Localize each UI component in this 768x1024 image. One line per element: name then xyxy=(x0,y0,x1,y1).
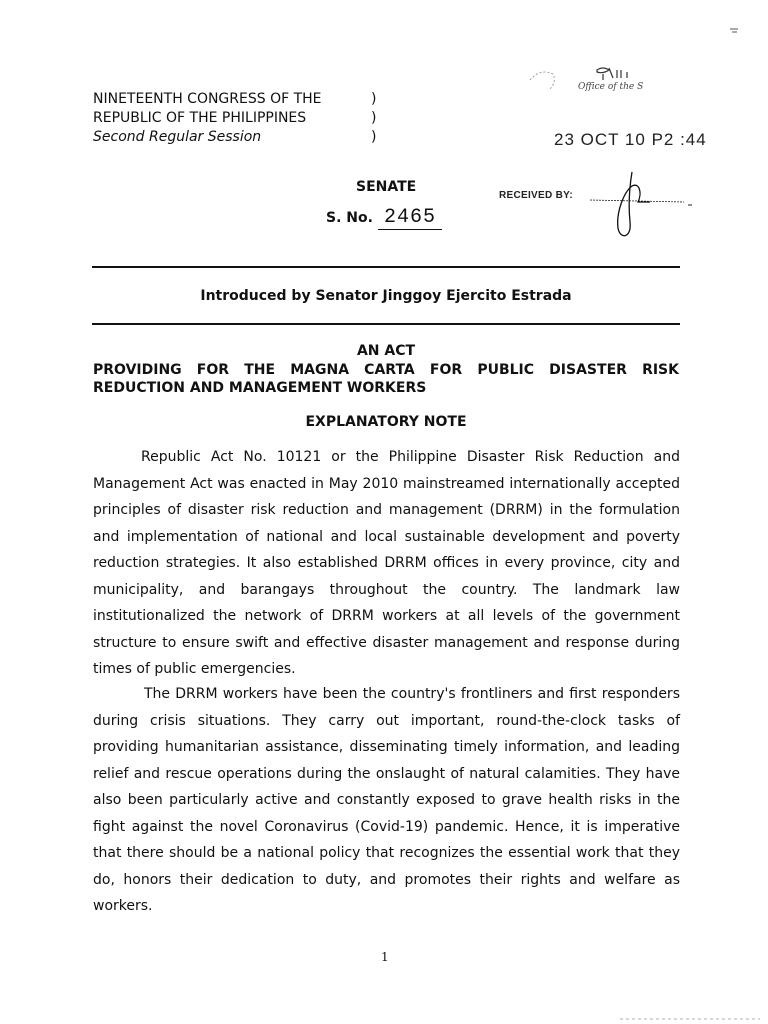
congress-header xyxy=(93,90,322,147)
act-title xyxy=(93,361,679,397)
explanatory-note-heading: EXPLANATORY NOTE xyxy=(305,414,467,430)
act-heading: AN ACT xyxy=(356,343,416,359)
introduced-by: Introduced by Senator Jinggoy Ejercito Estrada xyxy=(200,288,572,304)
received-by-label: RECEIVED BY: xyxy=(499,190,573,201)
header-parens: ) ) ) xyxy=(371,91,377,145)
bill-number-label: S. No. xyxy=(326,210,373,226)
senate-seal-stamp xyxy=(525,60,695,100)
bottom-divider xyxy=(92,323,680,325)
signature-icon xyxy=(588,172,698,244)
senate-label: SENATE xyxy=(356,179,417,195)
stamp-office-text: Office of the S xyxy=(578,82,644,92)
senate-bill-number xyxy=(326,206,442,230)
page-number: 1 xyxy=(381,950,389,964)
act-title-line2: REDUCTION AND MANAGEMENT WORKERS xyxy=(93,380,427,396)
congress-line: NINETEENTH CONGRESS OF THE xyxy=(93,91,322,107)
paragraph-2: The DRRM workers have been the country's frontliners and first responders during crisis situations. They carry out important, round-the-clock tasks of providing humanitarian assistance, disseminating timely information, and leading relief and rescue operations during the onslaught of natural calamities. They have also been particularly active and constantly exposed to grave health risks in the fight against the novel Coronavirus (Covid-19) pandemic. Hence, it is imperative that there should be a national policy that recognizes the essential work that they do, honors their dedication to duty, and promotes their rights and welfare as workers. xyxy=(93,686,680,914)
scan-bottom-mark xyxy=(620,1016,760,1022)
received-timestamp: 23 OCT 10 P2 :44 xyxy=(554,130,707,149)
paragraph-1: Republic Act No. 10121 or the Philippine Disaster Risk Reduction and Management Act was enacted in May 2010 mainstreamed internationally accepted principles of disaster risk reduction and management (DRRM) in the formulation and implementation of national and local sustainable development and poverty reduction strategies. It also established DRRM offices in every province, city and municipality, and barangays throughout the country. The landmark law institutionalized the network of DRRM workers at all levels of the government structure to ensure swift and effective disaster management and response during times of public emergencies. xyxy=(93,449,680,677)
scan-mark-icon xyxy=(728,26,742,36)
top-divider xyxy=(92,266,680,268)
session-line: Second Regular Session xyxy=(93,129,262,145)
act-title-line1: PROVIDING FOR THE MAGNA CARTA FOR PUBLIC DISASTER RISK xyxy=(93,362,679,378)
bill-number-value: 2465 xyxy=(378,206,442,230)
republic-line: REPUBLIC OF THE PHILIPPINES xyxy=(93,110,307,126)
